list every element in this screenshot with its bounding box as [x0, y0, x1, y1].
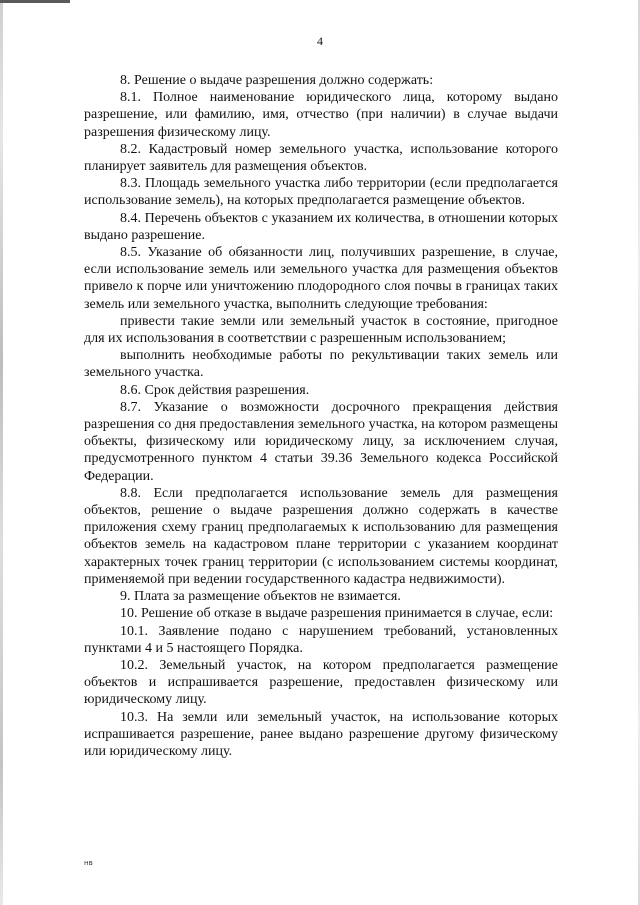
- paragraph-10: 10. Решение об отказе в выдаче разрешения принимается в случае, если:: [120, 606, 554, 622]
- paragraph-8-8: 8.8. Если предполагается использование земель для размещения объектов, решение о выдаче разрешения должно содержать в качестве приложения схему границ предполагаемых к использованию для размещения объектов земель на кадастровом плане территории с указанием координат характерных точек границ территории (с использованием системы координат, применяемой при ведении государственного кадастра недвижимости).: [84, 485, 558, 587]
- paragraph-8: 8. Решение о выдаче разрешения должно содержать:: [120, 73, 434, 88]
- paragraph-9: 9. Плата за размещение объектов не взимается.: [120, 589, 401, 605]
- paragraph-10-2: 10.2. Земельный участок, на котором предполагается размещение объектов и испрашивается разрешение, предоставлен физическому или юридическому лицу.: [84, 657, 558, 708]
- paragraph-8-5-requirement-1: привести такие земли или земельный участок в состояние, пригодное для их использования в соответствии с разрешенным использованием;: [84, 313, 558, 347]
- document-body: [84, 72, 558, 760]
- paragraph-8-7: 8.7. Указание о возможности досрочного прекращения действия разрешения со дня предоставления земельного участка, на котором размещены объекты, физическому или юридическому лицу, за исключением случая, предусмотренного пунктом 4 статьи 39.36 Земельного кодекса Российской Федерации.: [84, 399, 558, 484]
- scan-edge-left: [0, 0, 3, 905]
- paragraph-8-2: 8.2. Кадастровый номер земельного участка, использование которого планирует заявитель для размещения объектов.: [84, 141, 558, 175]
- footer-mark: нв: [84, 859, 93, 867]
- paragraph-10-3: 10.3. На земли или земельный участок, на использование которых испрашивается разрешение, ранее выдано разрешение другому физическому или юридическому лицу.: [84, 709, 558, 759]
- paragraph-8-5: 8.5. Указание об обязанности лиц, получивших разрешение, в случае, если использование земель или земельного участка для размещения объектов привело к порче или уничтожению плодородного слоя почвы в границах таких земель или земельного участка, выполнить следующие требования:: [84, 245, 558, 312]
- paragraph-8-1: 8.1. Полное наименование юридического лица, которому выдано разрешение, или фамилию, имя, отчество (при наличии) в случае выдачи разрешения физическому лицу.: [84, 90, 558, 140]
- paragraph-8-5-requirement-2: выполнить необходимые работы по рекультивации таких земель или земельного участка.: [84, 348, 558, 381]
- paragraph-8-3: 8.3. Площадь земельного участка либо территории (если предполагается использование земель), на которых предполагается размещение объектов.: [84, 176, 558, 209]
- page-number: 4: [317, 34, 323, 48]
- scan-top-mark: [0, 0, 70, 3]
- paragraph-8-6: 8.6. Срок действия разрешения.: [120, 382, 310, 398]
- paragraph-8-4: 8.4. Перечень объектов с указанием их количества, в отношении которых выдано разрешение.: [84, 210, 558, 243]
- paragraph-10-1: 10.1. Заявление подано с нарушением требований, установленных пунктами 4 и 5 настоящего Порядка.: [84, 623, 558, 656]
